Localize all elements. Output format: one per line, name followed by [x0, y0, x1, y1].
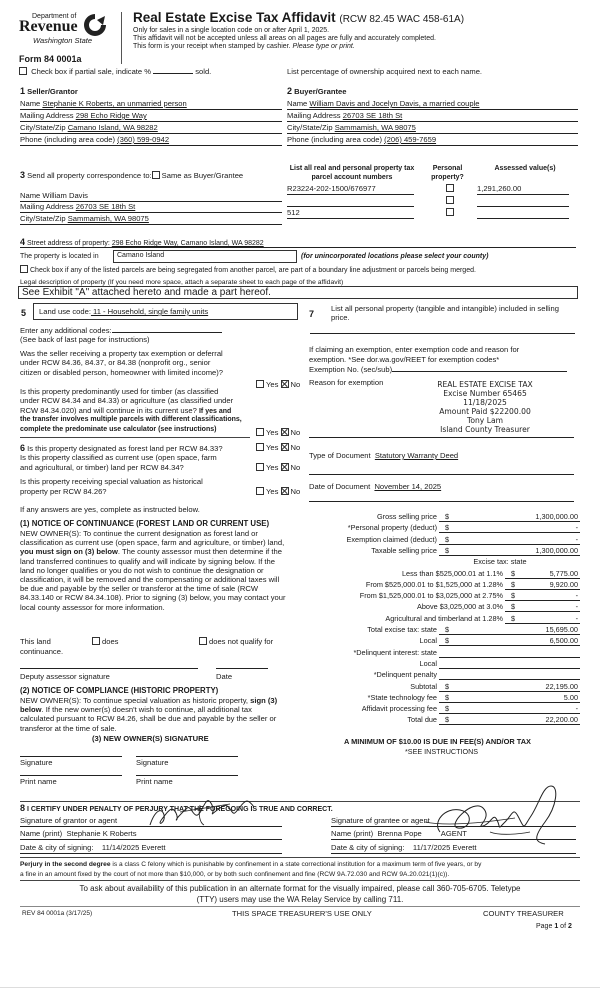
tax-row-label: Excise tax: state	[473, 557, 527, 567]
header-line-1: Only for sales in a single location code on or after April 1, 2025.	[133, 27, 330, 34]
assessed-value-field[interactable]	[477, 208, 569, 219]
exemption-reason-label: Reason for exemption	[309, 378, 384, 387]
personal-property-field[interactable]	[310, 333, 575, 334]
divider	[20, 906, 580, 907]
treasurer-use-label: THIS SPACE TREASURER'S USE ONLY	[232, 909, 372, 918]
q1-line: citizen or disabled person, homeowner with limited income)?	[20, 368, 224, 377]
parcel-number-field[interactable]	[287, 196, 414, 207]
exemption-instruction: If claiming an exemption, enter exemption code and reason for	[309, 345, 520, 354]
see-back-note: (See back of last page for instructions)	[20, 335, 150, 344]
tax-row-value: 6,500.00	[549, 636, 578, 646]
partial-sale-percent-field[interactable]	[153, 73, 193, 74]
tax-row	[300, 658, 580, 669]
seller-address-field[interactable]: Mailing Address 298 Echo Ridge Way	[20, 111, 282, 122]
buyer-city-field[interactable]: City/State/Zip Sammamish, WA 98075	[287, 123, 578, 134]
currency-symbol: $	[445, 545, 450, 555]
assessed-value-field[interactable]: 1,291,260.00	[477, 184, 569, 195]
grantor-signature-image	[140, 800, 260, 830]
divider	[20, 437, 250, 438]
additional-codes-row: Enter any additional codes:	[20, 326, 222, 336]
tax-row-value: 1,300,000.00	[535, 545, 578, 555]
tax-row-label: Taxable selling price	[371, 545, 437, 555]
tax-row-label: From $525,000.01 to $1,525,000 at 1.28%	[365, 579, 503, 589]
currency-symbol: $	[445, 523, 450, 533]
currency-symbol: $	[511, 579, 516, 589]
document-date-row: Date of Document November 14, 2025	[309, 482, 442, 491]
q4-line: and agricultural, or timber) land per RCW 84.34?	[20, 463, 184, 472]
perjury-notice: Perjury in the second degree is a class C felony which is punishable by confinement in a state correctional institution for a maximum term of five years, or by	[20, 861, 482, 868]
parcel-number-field[interactable]: R23224-202-1500/676977	[287, 184, 414, 195]
does-not-checkbox[interactable]: does not qualify for	[199, 637, 273, 647]
tax-row	[300, 703, 580, 714]
revision-label: REV 84 0001a (3/17/25)	[22, 910, 93, 917]
tax-row	[300, 714, 580, 725]
seller-name-field[interactable]: Name Stephanie K Roberts, an unmarried person	[20, 99, 282, 110]
q2-bold-line: the transfer involves multiple parcels with different classifications,	[20, 416, 242, 423]
see-instructions-note: *SEE INSTRUCTIONS	[405, 747, 479, 756]
personal-property-checkbox[interactable]	[446, 196, 456, 206]
buyer-phone-field[interactable]: Phone (including area code) (206) 459-7659	[287, 135, 578, 146]
currency-symbol: $	[445, 636, 450, 646]
correspondence-city-field[interactable]: City/State/Zip Sammamish, WA 98075	[20, 214, 282, 225]
tax-row-field[interactable]	[505, 590, 580, 601]
currency-symbol: $	[511, 613, 516, 623]
buyer-name-field[interactable]: Name William Davis and Jocelyn Davis, a married couple	[287, 99, 578, 110]
divider	[20, 857, 580, 858]
buyer-heading: 2 Buyer/Grantee	[287, 86, 347, 96]
segregated-checkbox[interactable]	[20, 265, 28, 273]
tax-row-label: Less than $525,000.01 at 1.1%	[401, 568, 503, 578]
q5-line: property per RCW 84.26?	[20, 487, 107, 496]
personal-property-label: List all personal property (tangible and intangible) included in selling	[331, 304, 559, 313]
print-name-label: Print name	[136, 777, 173, 786]
tax-row	[300, 669, 580, 680]
signature-label: Signature	[136, 758, 169, 767]
partial-sale-checkbox[interactable]	[19, 67, 27, 75]
q5-line: Is this property receiving special valuation as historical	[20, 477, 203, 486]
continuance-label: continuance.	[20, 647, 64, 656]
same-as-buyer-checkbox[interactable]	[152, 171, 160, 179]
tax-row	[300, 601, 580, 612]
tax-row-field[interactable]	[439, 703, 580, 714]
grantee-signature-image	[420, 782, 580, 852]
parcel-number-field[interactable]: 512	[287, 208, 414, 219]
located-note: (for unincorporated locations please select your county)	[301, 253, 489, 260]
logo-state: Washington State	[33, 36, 93, 45]
q1-line: Was the seller receiving a property tax exemption or deferral	[20, 349, 223, 358]
currency-symbol: $	[445, 625, 450, 634]
owner-signature-line[interactable]	[20, 756, 122, 757]
grantee-name-field[interactable]: Name (print) Brenna Pope AGENT	[331, 829, 576, 840]
page-indicator: Page 1 of 2	[536, 923, 572, 930]
divider	[20, 880, 580, 881]
tax-row-label: Agricultural and timberland at 1.28%	[385, 613, 503, 623]
correspondence-address-field[interactable]: Mailing Address 26703 SE 18th St	[20, 202, 282, 213]
location-select[interactable]: Camano Island	[113, 250, 297, 263]
title-ref: (RCW 82.45 WAC 458-61A)	[339, 14, 465, 25]
land-use-code-field[interactable]: Land use code: 11 - Household, single family units	[33, 303, 298, 320]
does-checkbox[interactable]: does	[92, 637, 118, 647]
currency-symbol: $	[445, 681, 450, 691]
tax-row-value: -	[575, 602, 578, 612]
q3-line: 6 Is this property designated as forest land per RCW 84.33?	[20, 443, 223, 453]
notice-compliance-text: NEW OWNER(S): To continue special valuation as historic property, sign (3) below. If the new owner(s) doesn't wish to continue, all additional tax calculated pursuant to RCW 84.26, shall be due and payable by the seller or transferor at the time of sale.	[20, 696, 278, 733]
q3-yes-no[interactable]: Yes No	[256, 443, 300, 453]
q5-yes-no[interactable]: Yes No	[256, 487, 300, 497]
if-any-note: If any answers are yes, complete as instructed below.	[20, 505, 200, 514]
legal-description-label: Legal description of property (If you need more space, attach a separate sheet to each page of the affidavit)	[20, 279, 344, 286]
alt-format-notice: To ask about availability of this publication in an alternate format for the visually impaired, please call 360-705-6705. Teletype	[79, 884, 521, 893]
deputy-signature-label: Deputy assessor signature	[20, 672, 110, 681]
perjury-notice-2: a fine in an amount fixed by the court of not more than $10,000, or by both such confinement and fine (RCW 9A.72.030 and RCW 9A.20.021(1)(c)).	[20, 871, 450, 878]
tax-row	[300, 545, 580, 556]
tax-row	[300, 590, 580, 601]
signature-label: Signature	[20, 758, 53, 767]
tax-row-field[interactable]	[505, 601, 580, 612]
tax-row	[300, 568, 580, 579]
certify-statement: 8 I CERTIFY UNDER PENALTY OF PERJURY THAT THE FOREGOING IS TRUE AND CORRECT.	[20, 803, 333, 813]
tax-row	[300, 579, 580, 590]
assessed-value-col-header: Assessed value(s)	[494, 165, 556, 172]
county-treasurer-label: COUNTY TREASURER	[483, 909, 564, 918]
tax-row-label: *Delinquent interest: state	[353, 647, 437, 657]
legal-description-field[interactable]: See Exhibit "A" attached hereto and made a part hereof.	[18, 286, 578, 299]
logo-dept: Department of	[32, 13, 77, 20]
tax-row-label: Subtotal	[410, 681, 437, 691]
owner-print-name-line[interactable]	[20, 775, 122, 776]
tax-row-label: *State technology fee	[367, 692, 437, 702]
seller-city-field[interactable]: City/State/Zip Camano Island, WA 98282	[20, 123, 282, 134]
tax-row-value: 22,200.00	[545, 715, 578, 725]
located-label: The property is located in	[20, 253, 99, 260]
form-number: Form 84 0001a	[19, 54, 82, 64]
tax-row-field[interactable]	[439, 647, 580, 658]
tax-row-value: 5.00	[563, 692, 578, 702]
dor-logo-icon	[82, 12, 108, 38]
tax-row-value: -	[575, 613, 578, 623]
exemption-reason-line[interactable]	[309, 437, 574, 438]
tax-row	[300, 613, 580, 624]
tax-row	[300, 522, 580, 533]
currency-symbol: $	[511, 568, 516, 578]
personal-property-checkbox[interactable]	[446, 184, 456, 194]
tax-row-label: Above $3,025,000 at 3.0%	[416, 602, 503, 612]
tax-row	[300, 511, 580, 522]
tax-row-field[interactable]	[439, 669, 580, 680]
q1-yes-no[interactable]: Yes No	[256, 380, 300, 390]
tax-row-value: -	[575, 591, 578, 601]
alt-format-notice-2: (TTY) users may use the WA Relay Service by calling 711.	[196, 895, 404, 904]
tax-row	[300, 534, 580, 545]
tax-row-label: Local	[419, 636, 437, 646]
divider	[309, 474, 574, 475]
tax-row-value: 22,195.00	[545, 681, 578, 691]
seller-phone-field[interactable]: Phone (including area code) (360) 599-0942	[20, 135, 282, 146]
tax-row-label: Exemption claimed (deduct)	[346, 534, 437, 544]
section-5-number: 5	[21, 308, 27, 318]
tax-row-field[interactable]	[505, 613, 580, 624]
tax-row-field[interactable]	[439, 545, 580, 556]
grantor-name-field[interactable]: Name (print) Stephanie K Roberts	[20, 829, 282, 840]
divider	[309, 501, 574, 502]
correspondence-name-field[interactable]: Name William Davis	[20, 191, 282, 202]
partial-sale-row: Check box if partial sale, indicate % sold.	[19, 67, 211, 77]
minimum-due-note: A MINIMUM OF $10.00 IS DUE IN FEE(S) AND/OR TAX	[344, 737, 531, 746]
tax-row-field[interactable]	[439, 534, 580, 545]
tax-row-value: 15,695.00	[545, 625, 578, 634]
tax-row-field[interactable]	[439, 624, 580, 635]
q2-line: RCW 84.34.020) and will continue in its current use? If yes and	[20, 406, 232, 415]
assessed-value-field[interactable]	[477, 196, 569, 207]
header-line-3: This form is your receipt when stamped by cashier. Please type or print.	[133, 43, 355, 50]
personal-property-checkbox[interactable]	[446, 208, 456, 218]
tax-row	[300, 692, 580, 703]
this-land-label: This land	[20, 637, 51, 646]
tax-row-field[interactable]	[439, 658, 580, 669]
grantee-date-field[interactable]: Date & city of signing: 11/17/2025 Everett	[331, 843, 576, 854]
deputy-date-line[interactable]	[216, 668, 268, 669]
tax-row-label: *Personal property (deduct)	[347, 523, 437, 533]
owner-print-name-line[interactable]	[136, 775, 238, 776]
currency-symbol: $	[511, 591, 516, 601]
tax-row-field[interactable]	[439, 511, 580, 522]
tax-row-field[interactable]	[439, 681, 580, 692]
document-type-value: Statutory Warranty Deed	[374, 451, 459, 460]
tax-row	[300, 624, 580, 635]
q1-line: under RCW 84.36, 84.37, or 84.38 (nonprofit org., senior	[20, 358, 211, 367]
exemption-number-row: Exemption No. (sec/sub)	[309, 365, 567, 375]
tax-row-label: *Delinquent penalty	[373, 670, 437, 680]
tax-row-field[interactable]	[505, 568, 580, 579]
tax-row-value: -	[575, 523, 578, 533]
additional-codes-field[interactable]	[112, 332, 222, 333]
exemption-number-field[interactable]	[392, 371, 567, 372]
owner-signature-line[interactable]	[136, 756, 238, 757]
treasurer-stamp: REAL ESTATE EXCISE TAX Excise Number 65465 11/18/2025 Amount Paid $22200.00 Tony Lam Island County Treasurer	[437, 380, 533, 434]
q4-yes-no[interactable]: Yes No	[256, 463, 300, 473]
segregated-row: Check box if any of the listed parcels are being segregated from another parcel, are part of a boundary line adjustment or parcels being merged.	[20, 265, 476, 276]
new-owner-signature-heading: (3) NEW OWNER(S) SIGNATURE	[92, 734, 209, 743]
q2-line: under RCW 84.34 and 84.33) or agriculture (as classified under	[20, 396, 234, 405]
section-7-number: 7	[309, 309, 315, 319]
ownership-note: List percentage of ownership acquired next to each name.	[287, 67, 483, 76]
notice-continuance-text: NEW OWNER(S): To continue the current designation as forest land or classification as current use (open space, farm and agriculture, or timber) land, you must sign on (3) below. The county assessor must then determine if the land transferred continues to qualify and will indicate by signing below. If the land no longer qualifies or you do not wish to continue the designation or classification, it will be removed and the compensating or additional taxes will be due and payable by the seller or transferor at the time of sale (RCW 84.33.140 or RCW 84.34.108). Prior to signing (3) below, you may contact your local county assessor for more information.	[20, 529, 286, 612]
currency-symbol: $	[511, 602, 516, 612]
logo-name: Revenue	[19, 18, 78, 35]
currency-symbol: $	[445, 512, 450, 521]
tax-row	[300, 681, 580, 692]
seller-heading: 1 Seller/Grantor	[20, 86, 78, 96]
notice-continuance-heading: (1) NOTICE OF CONTINUANCE (FOREST LAND OR CURRENT USE)	[20, 519, 270, 528]
tax-row-label: Affidavit processing fee	[361, 704, 437, 714]
tax-row-field[interactable]	[505, 579, 580, 590]
tax-row-field[interactable]	[439, 692, 580, 703]
tax-row-value: 5,775.00	[549, 568, 578, 578]
grantee-signature-field[interactable]: Signature of grantee or agent	[331, 816, 576, 827]
grantor-date-field[interactable]: Date & city of signing: 11/14/2025 Everett	[20, 843, 282, 854]
header-divider	[121, 12, 122, 64]
deputy-signature-line[interactable]	[20, 668, 198, 669]
currency-symbol: $	[445, 534, 450, 544]
tax-row-value: 9,920.00	[549, 579, 578, 589]
tax-row-field[interactable]	[439, 635, 580, 646]
tax-row-label: Total due	[407, 715, 437, 725]
tax-row	[300, 635, 580, 646]
tax-row-label: From $1,525,000.01 to $3,025,000 at 2.75%	[359, 591, 503, 601]
tax-row	[300, 556, 580, 567]
header-line-2: This affidavit will not be accepted unless all areas on all pages are fully and accurately completed.	[133, 35, 436, 42]
q2-yes-no[interactable]: Yes No	[256, 428, 300, 438]
grantor-signature-field[interactable]: Signature of grantor or agent	[20, 816, 282, 827]
tax-row-field[interactable]	[439, 714, 580, 725]
personal-property-label-2: price.	[331, 313, 350, 322]
document-type-row: Type of Document Statutory Warranty Deed	[309, 451, 459, 460]
title-text: Real Estate Excise Tax Affidavit	[133, 10, 336, 25]
exemption-instruction: exemption. *See dor.wa.gov/REET for exemption codes*	[309, 355, 500, 364]
tax-row	[300, 647, 580, 658]
parcel-col-header: List all real and personal property tax parcel account numbers	[289, 165, 415, 181]
notice-compliance-heading: (2) NOTICE OF COMPLIANCE (HISTORIC PROPERTY)	[20, 686, 219, 695]
buyer-address-field[interactable]: Mailing Address 26703 SE 18th St	[287, 111, 578, 122]
tax-row-field[interactable]	[439, 522, 580, 533]
currency-symbol: $	[445, 704, 450, 714]
personal-property-col-header: Personal property?	[431, 165, 464, 181]
tax-row-value: 1,300,000.00	[535, 512, 578, 521]
tax-row-label: Local	[419, 658, 437, 668]
print-name-label: Print name	[20, 777, 57, 786]
currency-symbol: $	[445, 715, 450, 725]
currency-symbol: $	[445, 692, 450, 702]
tax-row-label: Total excise tax: state	[367, 625, 437, 634]
tax-row-label: Gross selling price	[376, 512, 437, 521]
correspondence-heading: 3 Send all property correspondence to: Same as Buyer/Grantee	[20, 170, 244, 180]
document-date-value: November 14, 2025	[374, 482, 442, 491]
tax-row-value: -	[575, 534, 578, 544]
street-address-field[interactable]: 4 Street address of property: 298 Echo Ridge Way, Camano Island, WA 98282	[20, 237, 576, 248]
tax-row-value: -	[575, 704, 578, 714]
q2-line: Is this property predominantly used for timber (as classified	[20, 387, 219, 396]
deputy-date-label: Date	[216, 672, 233, 681]
q2-bold-line: complete the predominate use calculator (see instructions)	[20, 426, 217, 433]
q4-line: Is this property classified as current use (open space, farm	[20, 453, 217, 462]
